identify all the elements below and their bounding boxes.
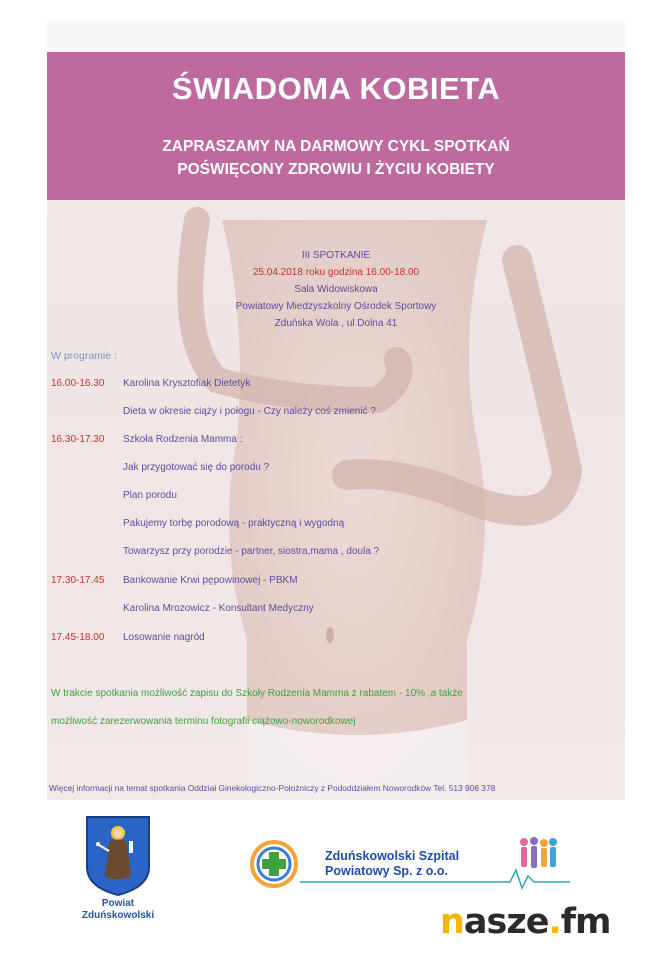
brand-text: asze [463,902,549,942]
hospital-cross-icon [244,838,304,890]
photo-note: możliwość zarezerwowania terminu fotografii ciążowo-noworodkowej [51,716,356,727]
program-item: Karolina Krysztofiak Dietetyk [123,378,251,389]
program-item: Towarzysz przy porodzie - partner, siostra,mama , doula ? [123,546,380,557]
more-info-text: Więcej informacji na temat spotkania Oddział Ginekologiczno-Położniczy z Pododdziałem Noworodków Tel. 513 906 378 [49,783,496,793]
meeting-date-time: 25.04.2018 roku godzina 16.00-18.00 [252,267,420,278]
subtitle-line-2: POŚWIĘCONY ZDROWIU I ŻYCIU KOBIETY [177,161,495,178]
meeting-address: Zduńska Wola , ul Dolna 41 [274,318,398,329]
program-time: 17.45-18.00 [51,632,105,643]
hospital-name-line-2: Powiatowy Sp. z o.o. [325,864,448,878]
program-item: Karolina Mrozowicz - Konsultant Medyczny [123,603,314,614]
subtitle-line-1: ZAPRASZAMY NA DARMOWY CYKL SPOTKAŃ [162,138,510,155]
people-icon [516,836,560,872]
county-name-line-1: Powiat [101,898,135,909]
discount-note: W trakcie spotkania możliwość zapisu do Szkoły Rodzenia Mamma z rabatem - 10% ,a także [51,688,463,699]
program-time: 16.30-17.30 [51,434,105,445]
nasze-fm-logo [440,902,610,942]
coat-of-arms-icon [85,815,151,897]
program-item: Losowanie nagród [123,632,205,643]
brand-letter-n: n [440,902,464,942]
program-heading: W programie : [51,350,117,362]
program-time: 17.30-17.45 [51,575,105,586]
program-item: Pakujemy torbę porodową - praktyczną i wygodną [123,518,345,529]
program-item: Jak przygotować się do porodu ? [123,462,270,473]
meeting-room: Sala Widowiskowa [294,284,378,295]
program-item: Dieta w okresie ciąży i połogu - Czy należy coś zmienić ? [123,406,376,417]
brand-dot: . [548,902,561,942]
poster-title: ŚWIADOMA KOBIETA [171,71,501,106]
program-item: Bankowanie Krwi pępowinowej - PBKM [123,575,298,586]
meeting-number: III SPOTKANIE [301,250,371,261]
hospital-name-line-1: Zduńskowolski Szpital [325,849,460,863]
brand-tld: fm [560,902,611,942]
meeting-venue: Powiatowy Miedzyszkolny Ośrodek Sportowy [235,301,437,312]
program-time: 16.00-16.30 [51,378,105,389]
program-item: Plan porodu [123,490,177,501]
county-name-line-2: Zduńskowolski [81,910,155,921]
program-item: Szkoła Rodzenia Mamma : [123,434,243,445]
